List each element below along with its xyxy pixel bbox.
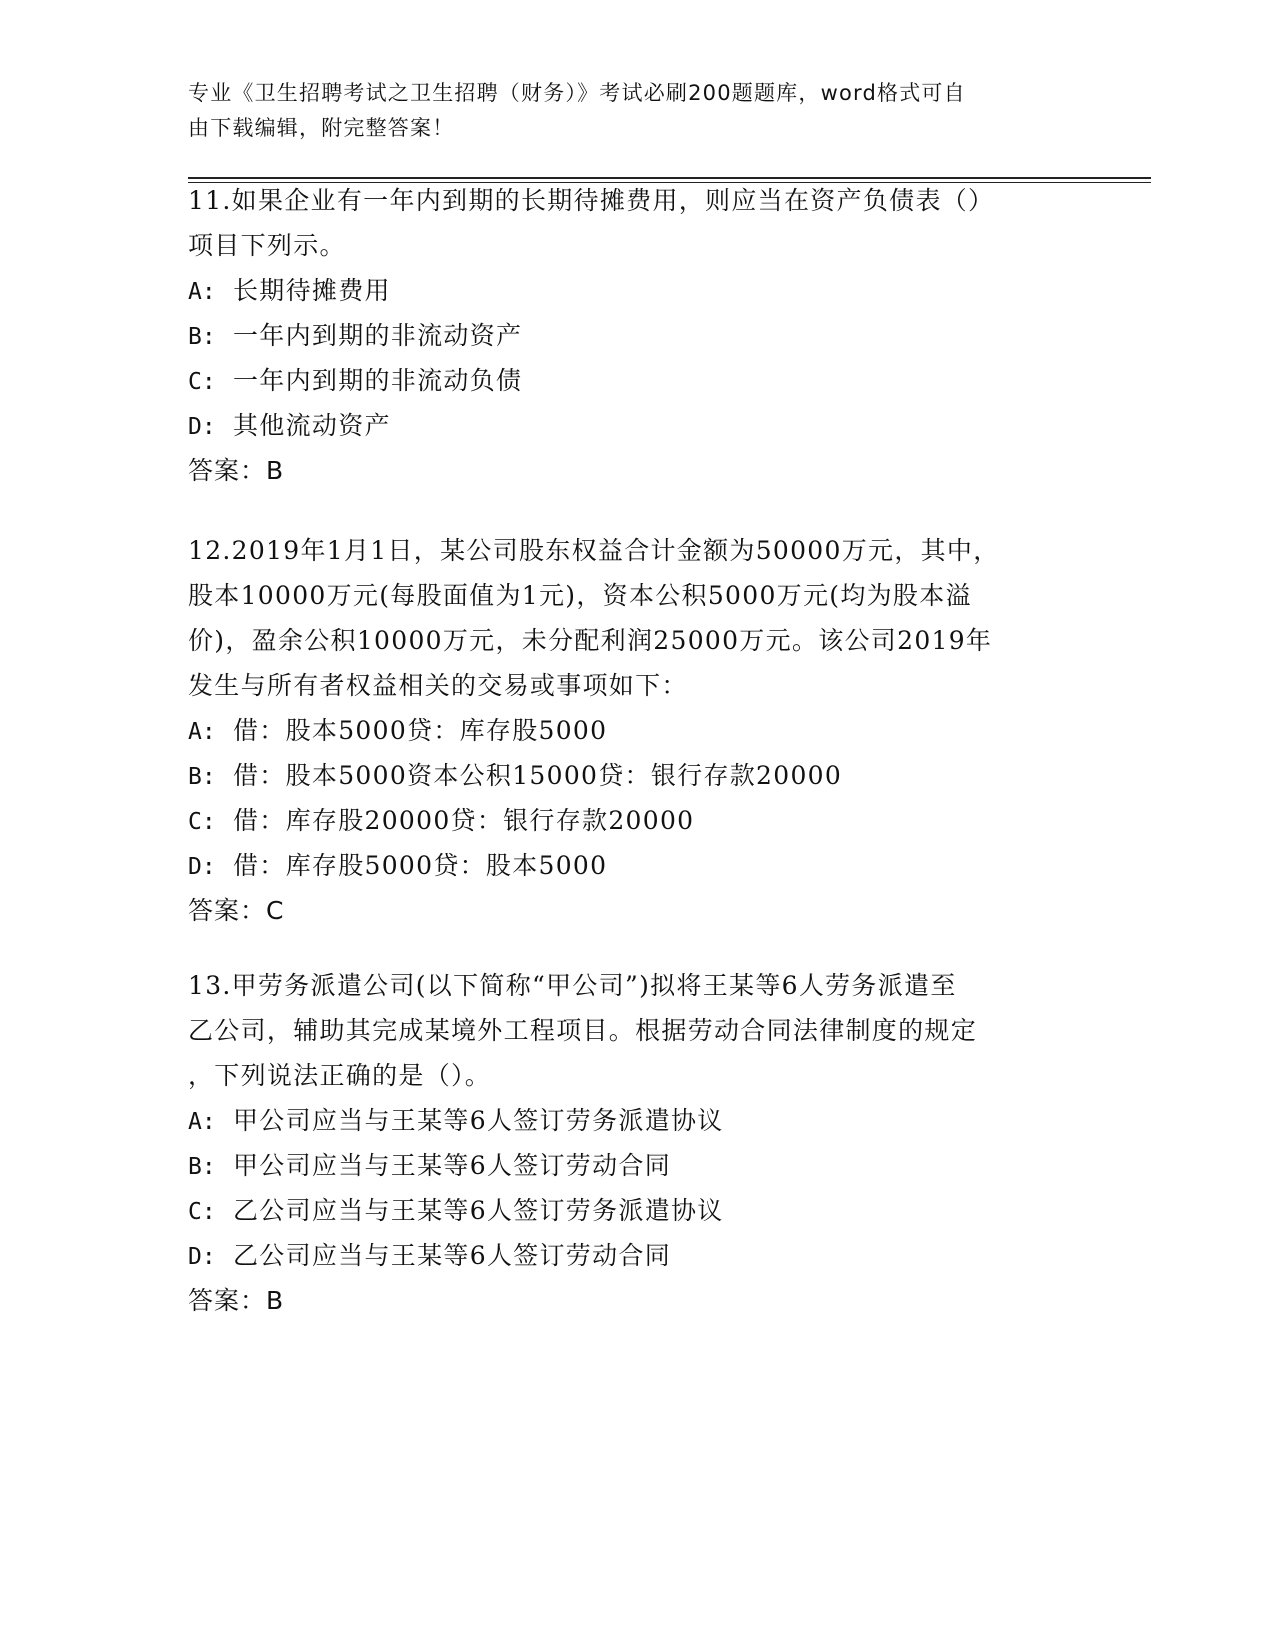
question-12 bbox=[188, 528, 1088, 933]
answer-line: 答案：B bbox=[188, 456, 285, 485]
option-d bbox=[188, 1233, 1088, 1278]
option-a bbox=[188, 1098, 1088, 1143]
option-b bbox=[188, 313, 1088, 358]
answer-line: 答案：B bbox=[188, 1286, 285, 1315]
option-text: 长期待摊费用 bbox=[233, 276, 391, 305]
header-line-2: 由下载编辑，附完整答案！ bbox=[188, 116, 455, 140]
option-text: 借：股本5000贷：库存股5000 bbox=[233, 716, 608, 745]
option-text: 其他流动资产 bbox=[233, 411, 391, 440]
option-c bbox=[188, 798, 1088, 843]
question-text-line: 股本10000万元(每股面值为1元)，资本公积5000万元(均为股本溢 bbox=[188, 581, 972, 610]
option-text: 借：库存股20000贷：银行存款20000 bbox=[233, 806, 695, 835]
option-letter: A: bbox=[188, 719, 216, 745]
option-letter: C: bbox=[188, 369, 216, 395]
option-letter: B: bbox=[188, 324, 216, 350]
header-line-1: 专业《卫生招聘考试之卫生招聘（财务）》考试必刷200题题库，word格式可自 bbox=[188, 81, 966, 105]
answer-line: 答案：C bbox=[188, 896, 285, 925]
option-text: 一年内到期的非流动负债 bbox=[233, 366, 523, 395]
option-a bbox=[188, 708, 1088, 753]
option-text: 甲公司应当与王某等6人签订劳动合同 bbox=[233, 1151, 672, 1180]
option-letter: D: bbox=[188, 414, 216, 440]
option-letter: C: bbox=[188, 1199, 216, 1225]
question-text-line: 13.甲劳务派遣公司(以下简称“甲公司”)拟将王某等6人劳务派遣至 bbox=[188, 971, 957, 1000]
option-d bbox=[188, 843, 1088, 888]
option-letter: D: bbox=[188, 854, 216, 880]
question-text-line: 11.如果企业有一年内到期的长期待摊费用，则应当在资产负债表（） bbox=[188, 186, 995, 215]
question-text-line: 价)，盈余公积10000万元，未分配利润25000万元。该公司2019年 bbox=[188, 626, 993, 655]
option-text: 借：股本5000资本公积15000贷：银行存款20000 bbox=[233, 761, 843, 790]
option-c bbox=[188, 1188, 1088, 1233]
document-header bbox=[188, 76, 1068, 146]
question-text-line: ，下列说法正确的是（）。 bbox=[188, 1061, 492, 1090]
option-text: 乙公司应当与王某等6人签订劳务派遣协议 bbox=[233, 1196, 724, 1225]
option-d bbox=[188, 403, 1088, 448]
option-b bbox=[188, 1143, 1088, 1188]
question-13 bbox=[188, 963, 1088, 1323]
question-text-line: 乙公司，辅助其完成某境外工程项目。根据劳动合同法律制度的规定 bbox=[188, 1016, 978, 1045]
option-letter: D: bbox=[188, 1244, 216, 1270]
option-text: 甲公司应当与王某等6人签订劳务派遣协议 bbox=[233, 1106, 724, 1135]
question-text-line: 发生与所有者权益相关的交易或事项如下： bbox=[188, 671, 688, 700]
question-11 bbox=[188, 178, 1088, 493]
option-letter: A: bbox=[188, 279, 216, 305]
option-a bbox=[188, 268, 1088, 313]
question-text-line: 12.2019年1月1日，某公司股东权益合计金额为50000万元，其中， bbox=[188, 536, 1000, 565]
option-c bbox=[188, 358, 1088, 403]
option-letter: C: bbox=[188, 809, 216, 835]
option-text: 一年内到期的非流动资产 bbox=[233, 321, 523, 350]
option-text: 借：库存股5000贷：股本5000 bbox=[233, 851, 608, 880]
option-letter: A: bbox=[188, 1109, 216, 1135]
option-letter: B: bbox=[188, 1154, 216, 1180]
option-text: 乙公司应当与王某等6人签订劳动合同 bbox=[233, 1241, 672, 1270]
option-b bbox=[188, 753, 1088, 798]
option-letter: B: bbox=[188, 764, 216, 790]
question-text-line: 项目下列示。 bbox=[188, 231, 346, 260]
